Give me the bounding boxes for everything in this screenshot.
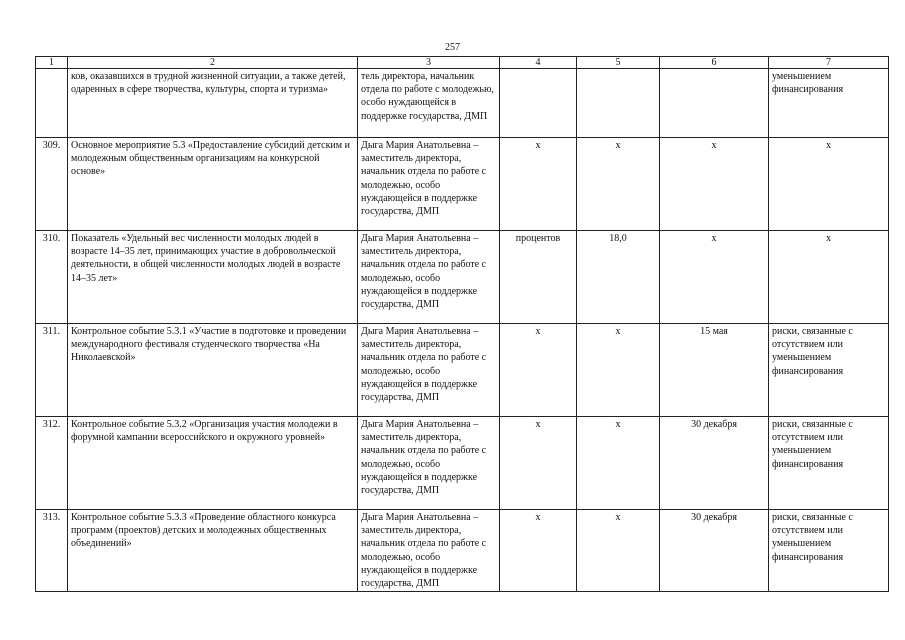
row-responsible: тель директора, начальник отдела по работе с молодежью, особо нуждающейся в поддержке государства, ДМП [358, 69, 500, 138]
header-col-3: 3 [358, 57, 500, 69]
row-risks: x [769, 231, 889, 324]
row-number: 311. [36, 324, 68, 417]
row-responsible: Дыга Мария Анатольевна – заместитель директора, начальник отдела по работе с молодежью, особо нуждающейся в поддержке государства, ДМП [358, 231, 500, 324]
row-deadline: 30 декабря [660, 417, 769, 510]
table-row-312 [36, 417, 889, 510]
table-row-313 [36, 510, 889, 592]
row-name: Контрольное событие 5.3.2 «Организация участия молодежи в форумной кампании всероссийского и окружного уровней» [68, 417, 358, 510]
plan-table [35, 56, 889, 592]
row-value: x [577, 417, 660, 510]
row-unit: x [500, 324, 577, 417]
row-unit: x [500, 510, 577, 592]
row-unit: x [500, 417, 577, 510]
header-col-1: 1 [36, 57, 68, 69]
row-number: 310. [36, 231, 68, 324]
row-number: 312. [36, 417, 68, 510]
row-risks: риски, связанные с отсутствием или уменьшением финансирования [769, 417, 889, 510]
header-col-6: 6 [660, 57, 769, 69]
row-responsible: Дыга Мария Анатольевна – заместитель директора, начальник отдела по работе с молодежью, особо нуждающейся в поддержке государства, ДМП [358, 417, 500, 510]
row-unit [500, 69, 577, 138]
row-value [577, 69, 660, 138]
row-risks: риски, связанные с отсутствием или уменьшением финансирования [769, 324, 889, 417]
page-number: 257 [445, 42, 460, 53]
header-col-4: 4 [500, 57, 577, 69]
row-name: Контрольное событие 5.3.1 «Участие в подготовке и проведении международного фестиваля студенческого творчества «На Николаевской» [68, 324, 358, 417]
table-row-309 [36, 138, 889, 231]
row-risks: x [769, 138, 889, 231]
header-col-7: 7 [769, 57, 889, 69]
row-deadline [660, 69, 769, 138]
table-row-continuation [36, 69, 889, 138]
row-value: x [577, 510, 660, 592]
row-value: x [577, 324, 660, 417]
row-number: 313. [36, 510, 68, 592]
row-deadline: 15 мая [660, 324, 769, 417]
row-name: Показатель «Удельный вес численности молодых людей в возрасте 14–35 лет, принимающих участие в добровольческой деятельности, в общей численности молодых людей в возрасте 14–35 лет» [68, 231, 358, 324]
row-risks: уменьшением финансирования [769, 69, 889, 138]
row-value: x [577, 138, 660, 231]
row-responsible: Дыга Мария Анатольевна – заместитель директора, начальник отдела по работе с молодежью, особо нуждающейся в поддержке государства, ДМП [358, 138, 500, 231]
row-name: ков, оказавшихся в трудной жизненной ситуации, а также детей, одаренных в сфере творчества, культуры, спорта и туризма» [68, 69, 358, 138]
table-row-311 [36, 324, 889, 417]
row-number [36, 69, 68, 138]
row-unit: x [500, 138, 577, 231]
header-col-5: 5 [577, 57, 660, 69]
row-risks: риски, связанные с отсутствием или уменьшением финансирования [769, 510, 889, 592]
row-deadline: x [660, 231, 769, 324]
header-row [36, 57, 889, 69]
row-deadline: x [660, 138, 769, 231]
table-row-310 [36, 231, 889, 324]
row-name: Основное мероприятие 5.3 «Предоставление субсидий детским и молодежным общественным организациям на конкурсной основе» [68, 138, 358, 231]
row-responsible: Дыга Мария Анатольевна – заместитель директора, начальник отдела по работе с молодежью, особо нуждающейся в поддержке государства, ДМП [358, 510, 500, 592]
row-responsible: Дыга Мария Анатольевна – заместитель директора, начальник отдела по работе с молодежью, особо нуждающейся в поддержке государства, ДМП [358, 324, 500, 417]
row-unit: процентов [500, 231, 577, 324]
row-value: 18,0 [577, 231, 660, 324]
row-deadline: 30 декабря [660, 510, 769, 592]
row-number: 309. [36, 138, 68, 231]
header-col-2: 2 [68, 57, 358, 69]
row-name: Контрольное событие 5.3.3 «Проведение областного конкурса программ (проектов) детских и молодежных общественных объединений» [68, 510, 358, 592]
